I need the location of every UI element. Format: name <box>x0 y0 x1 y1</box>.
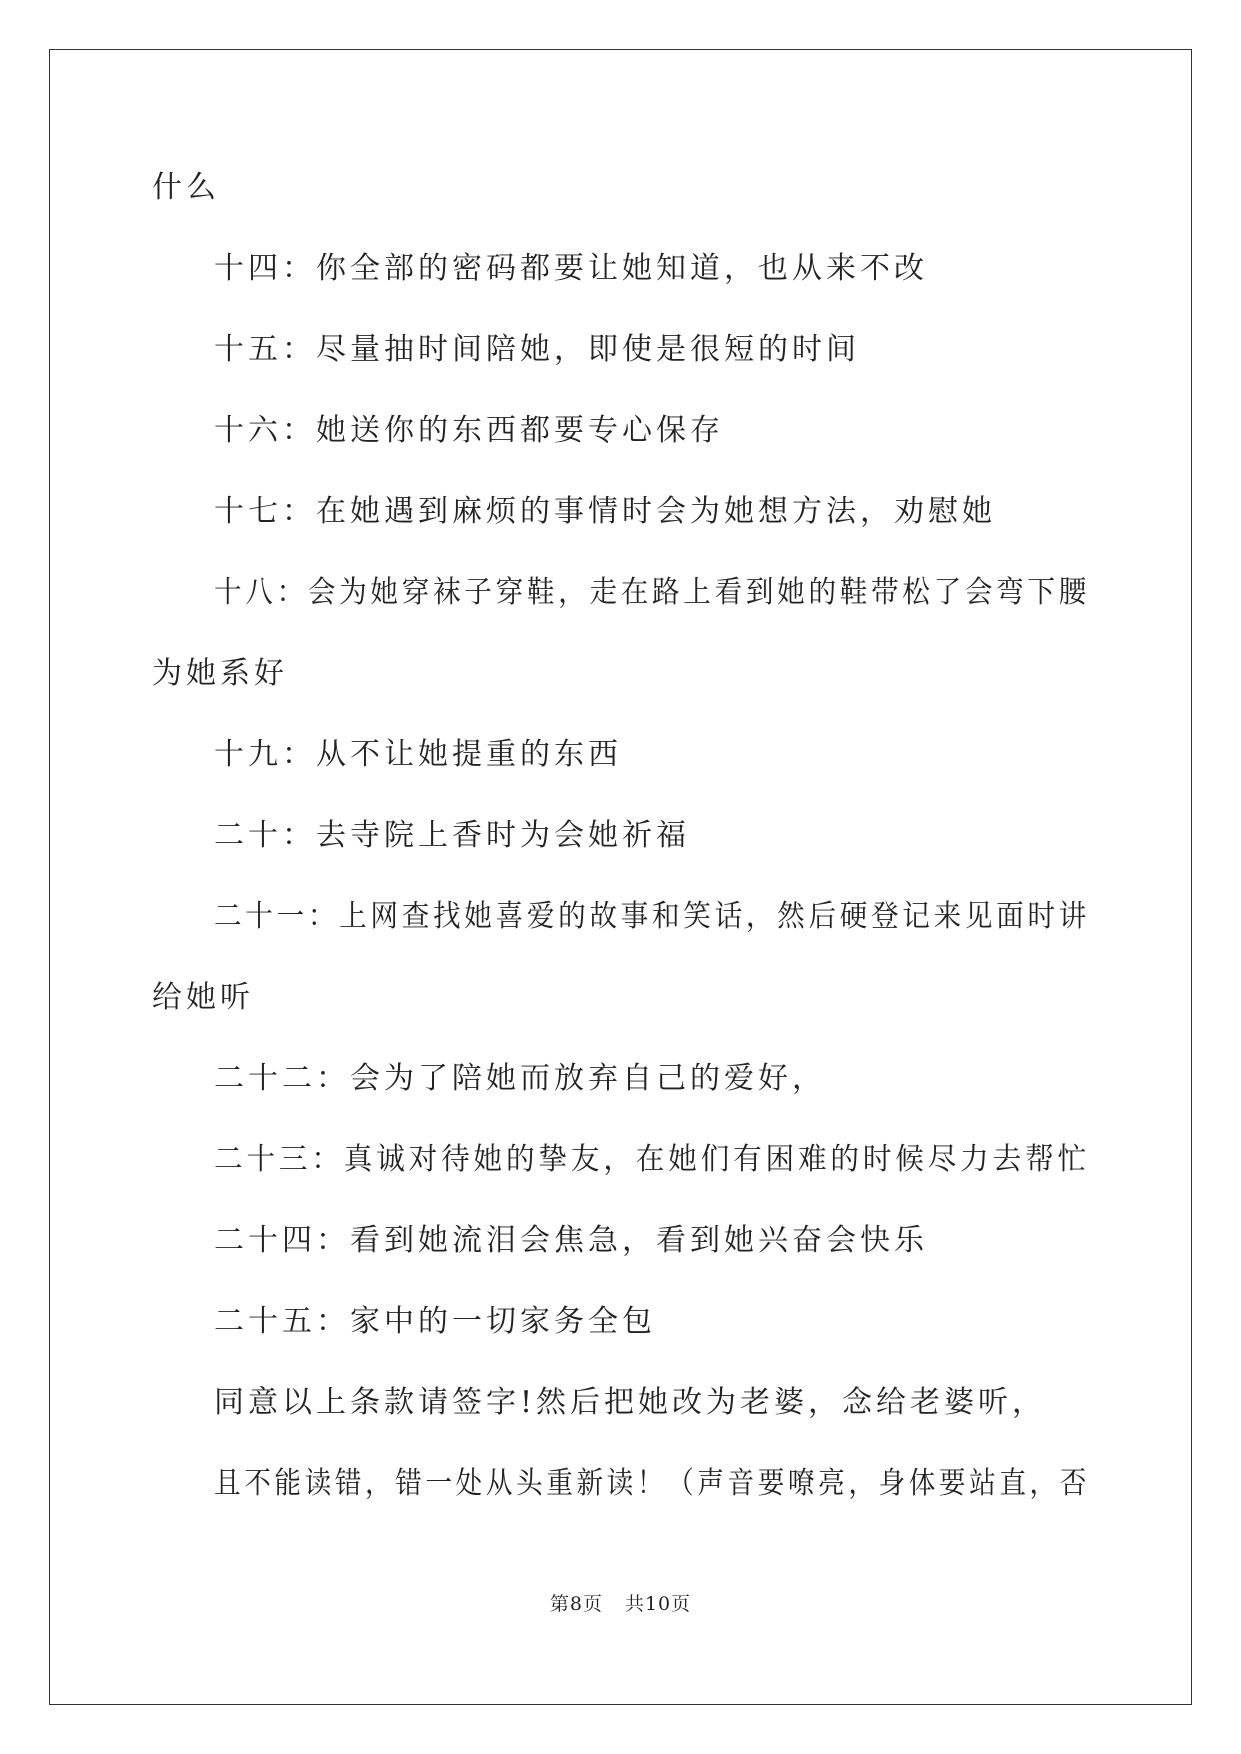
text-line: 同意以上条款请签字!然后把她改为老婆，念给老婆听， <box>214 1385 1047 1420</box>
text-line: 且不能读错，错一处从头重新读！（声音要嘹亮，身体要站直，否 <box>214 1466 1090 1501</box>
text-line: 十五：尽量抽时间陪她，即使是很短的时间 <box>214 332 860 367</box>
text-line: 二十三：真诚对待她的挚友，在她们有困难的时候尽力去帮忙 <box>214 1142 1090 1177</box>
text-line: 给她听 <box>152 980 254 1015</box>
text-line: 二十一：上网查找她喜爱的故事和笑话，然后硬登记来见面时讲 <box>214 899 1091 934</box>
page-border <box>49 49 1192 1705</box>
text-line: 二十四：看到她流泪会焦急，看到她兴奋会快乐 <box>214 1223 928 1258</box>
text-line: 十九：从不让她提重的东西 <box>214 737 622 772</box>
text-line: 十八：会为她穿袜子穿鞋，走在路上看到她的鞋带松了会弯下腰 <box>214 575 1091 610</box>
text-line: 为她系好 <box>152 656 288 691</box>
page-number-total: 共10页 <box>624 1593 692 1615</box>
page-number-current: 第8页 <box>549 1593 603 1615</box>
text-line: 十四：你全部的密码都要让她知道，也从来不改 <box>214 251 928 286</box>
text-line: 二十：去寺院上香时为会她祈福 <box>214 818 690 853</box>
text-line: 二十二：会为了陪她而放弃自己的爱好， <box>214 1061 826 1096</box>
text-line: 十七：在她遇到麻烦的事情时会为她想方法，劝慰她 <box>214 494 996 529</box>
page-footer <box>0 1591 1241 1617</box>
text-line: 二十五：家中的一切家务全包 <box>214 1304 656 1339</box>
text-line: 什么 <box>152 170 220 205</box>
text-line: 十六：她送你的东西都要专心保存 <box>214 413 724 448</box>
